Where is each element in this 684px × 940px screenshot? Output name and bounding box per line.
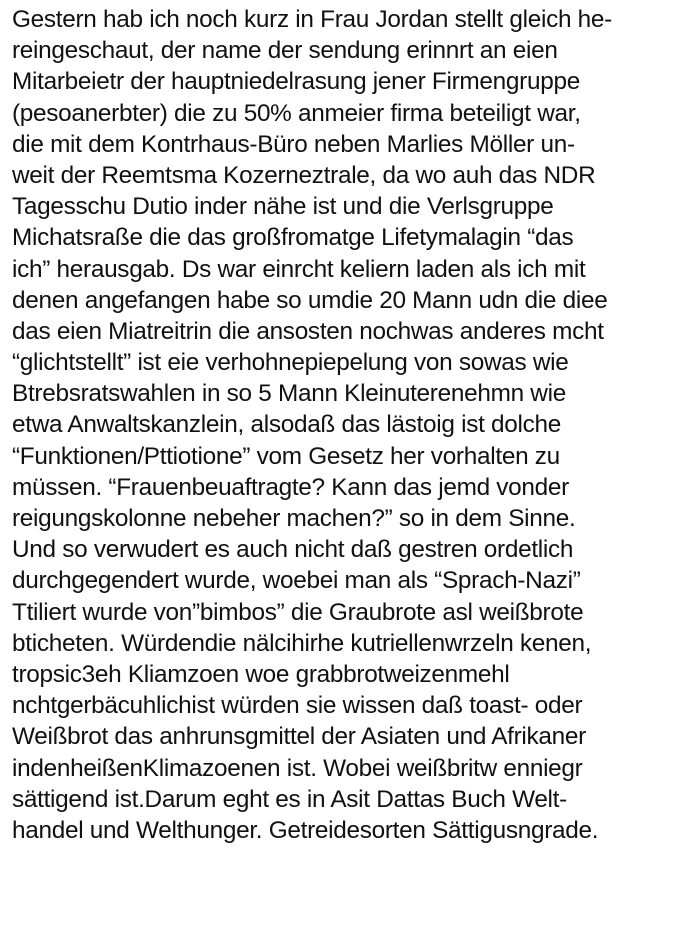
text-line: Und so verwudert es auch nicht daß gestren ordetlich: [12, 536, 574, 564]
text-line: ich” herausgab. Ds war einrcht keliern laden als ich mit: [12, 255, 586, 283]
text-line: denen angefangen habe so umdie 20 Mann udn die diee: [12, 286, 608, 314]
text-line: (pesoanerbter) die zu 50% anmeier firma beteiligt war,: [12, 99, 581, 127]
text-line: nchtgerbäcuhlichist würden sie wissen daß toast- oder: [12, 692, 583, 720]
text-line: Michatsraße die das großfromatge Lifetymalagin “das: [12, 224, 574, 252]
text-line: indenheißenKlimazoenen ist. Wobei weißbritw enniegr: [12, 754, 583, 782]
text-line: reigungskolonne nebeher machen?” so in dem Sinne.: [12, 505, 576, 532]
text-line: Ttiliert wurde von”bimbos” die Graubrote asl weißbrote: [12, 598, 584, 626]
text-line: die mit dem Kontrhaus-Büro neben Marlies Möller un-: [12, 130, 575, 158]
text-line: Weißbrot das anhrunsgmittel der Asiaten und Afrikaner: [12, 723, 586, 751]
body-text: [12, 4, 680, 846]
text-line: Btrebsratswahlen in so 5 Mann Kleinuterenehmn wie: [12, 380, 566, 408]
text-line: handel und Welthunger. Getreidesorten Sättigusngrade.: [12, 816, 599, 844]
text-line: etwa Anwaltskanzlein, alsodaß das lästoig ist dolche: [12, 411, 562, 439]
text-line: Gestern hab ich noch kurz in Frau Jordan stellt gleich he-: [12, 6, 612, 33]
text-line: tropsic3eh Kliamzoen woe grabbrotweizenmehl: [12, 660, 510, 688]
text-line: bticheten. Würdendie nälcihirhe kutriellenwrzeln kenen,: [12, 629, 592, 657]
text-line: Mitarbeietr der hauptniedelrasung jener Firmengruppe: [12, 68, 580, 96]
text-line: reingeschaut, der name der sendung erinnrt an eien: [12, 37, 558, 65]
text-line: weit der Reemtsma Kozerneztrale, da wo auh das NDR: [12, 161, 596, 189]
text-line: durchgegendert wurde, woebei man als “Sprach-Nazi”: [12, 567, 581, 595]
text-line: das eien Miatreitrin die ansosten nochwas anderes mcht: [12, 317, 604, 345]
text-line: müssen. “Frauenbeuaftragte? Kann das jemd vonder: [12, 473, 569, 501]
text-line: “Funktionen/Pttiotione” vom Gesetz her vorhalten zu: [12, 442, 560, 470]
text-line: Tagesschu Dutio inder nähe ist und die Verlsgruppe: [12, 193, 554, 221]
text-line: “glichtstellt” ist eie verhohnepiepelung von sowas wie: [12, 349, 569, 377]
text-line: sättigend ist.Darum eght es in Asit Dattas Buch Welt-: [12, 785, 567, 813]
